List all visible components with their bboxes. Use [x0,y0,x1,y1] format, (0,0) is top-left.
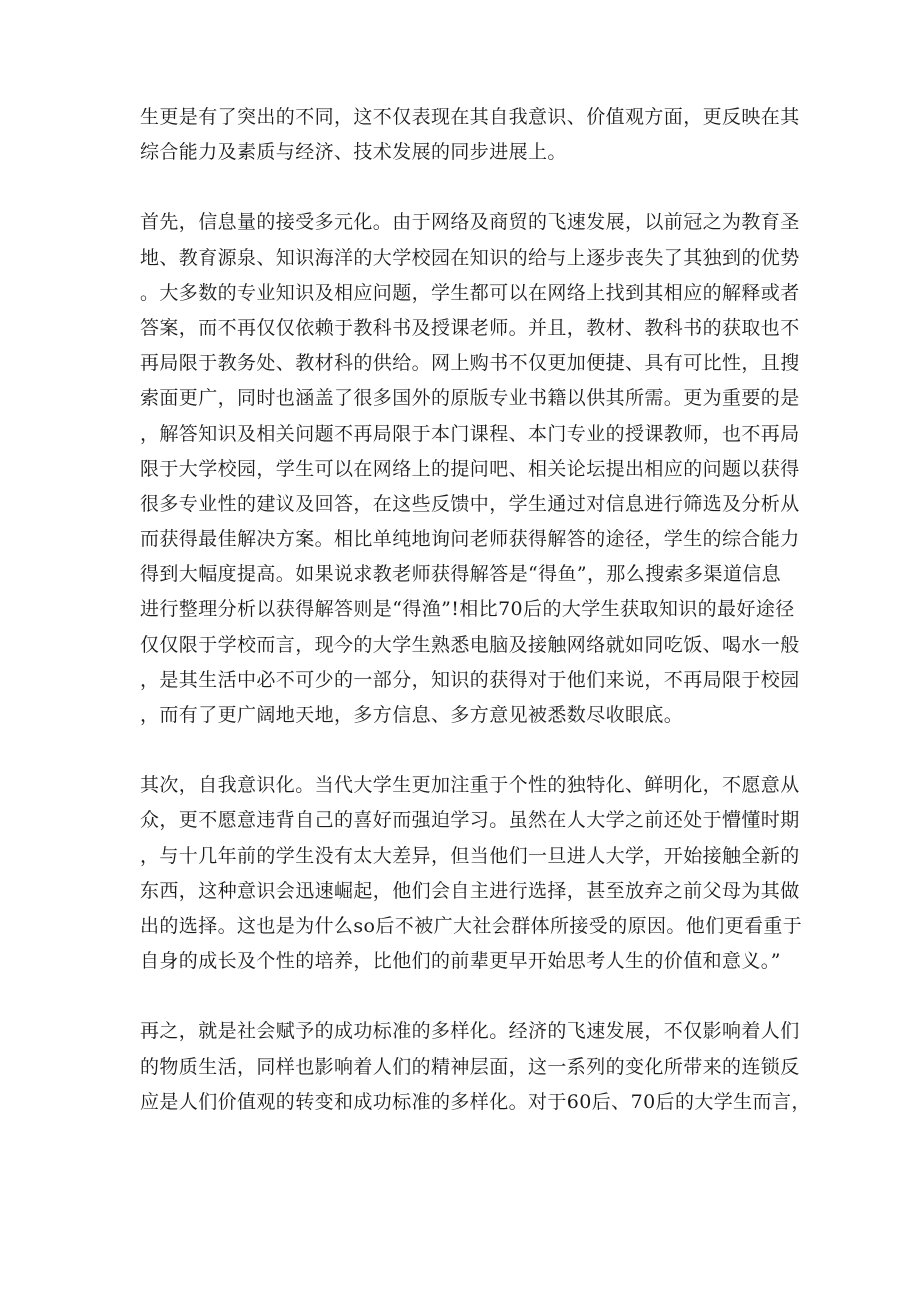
text-line: 很多专业性的建议及回答，在这些反馈中，学生通过对信息进行筛选及分析从 [140,492,800,515]
text-line: ，而有了更广阔地天地，多方信息、多方意见被悉数尽收眼底。 [140,704,684,726]
text-line: 索面更广，同时也涵盖了很多国外的原版专业书籍以供其所需。更为重要的是 [140,387,800,410]
paragraph-4 [140,1014,811,1120]
text-line: 。大多数的专业知识及相应问题，学生都可以在网络上找到其相应的解释或者 [140,281,800,304]
paragraph-1 [140,100,800,170]
text-line: 自身的成长及个性的培养，比他们的前辈更早开始思考人生的价值和意义。” [140,950,781,973]
text-line: 限于大学校园，学生可以在网络上的提问吧、相关论坛提出相应的问题以获得 [140,457,800,480]
paragraph-spacer [140,733,785,768]
text-line: 答案，而不再仅仅依赖于教科书及授课老师。并且，教材、教科书的获取也不 [140,316,800,339]
text-line: 再之，就是社会赋予的成功标准的多样化。经济的飞速发展，不仅影响着人们 [140,1020,800,1043]
text-line: ，解答知识及相关问题不再局限于本门课程、本门专业的授课教师，也不再局 [140,422,800,445]
text-line: 得到大幅度提高。如果说求教老师获得解答是“得鱼”，那么搜索多渠道信息 [140,563,782,586]
paragraph-spacer [140,979,785,1014]
text-line: 生更是有了突出的不同，这不仅表现在其自我意识、价值观方面，更反映在其 [140,106,800,128]
text-line: 而获得最佳解决方案。相比单纯地询问老师获得解答的途径，学生的综合能力 [140,528,800,551]
text-line: ，是其生活中必不可少的一部分，知识的获得对于他们来说，不再局限于校园 [140,668,800,691]
paragraph-3 [140,768,803,979]
text-line: 首先，信息量的接受多元化。由于网络及商贸的飞速发展，以前冠之为教育圣 [140,211,800,234]
text-line: 众，更不愿意违背自己的喜好而强迫学习。虽然在人大学之前还处于懵懂时期 [140,809,800,832]
text-line: 应是人们价值观的转变和成功标准的多样化。对于60后、70后的大学生而言， [140,1090,811,1113]
text-line: 地、教育源泉、知识海洋的大学校园在知识的给与上逐步丧失了其独到的优势 [140,246,800,269]
paragraph-spacer [140,170,785,205]
text-line: 的物质生活，同样也影响着人们的精神层面，这一系列的变化所带来的连锁反 [140,1055,800,1078]
text-line: 综合能力及素质与经济、技术发展的同步进展上。 [140,141,567,164]
text-line: 出的选择。这也是为什么so后不被广大社会群体所接受的原因。他们更看重于 [140,914,803,937]
text-line: 进行整理分析以获得解答则是“得渔”!相比70后的大学生获取知识的最好途径 [140,598,795,621]
paragraph-2 [140,205,800,733]
text-line: 东西，这种意识会迅速崛起，他们会自主进行选择，甚至放弃之前父母为其做 [140,879,800,902]
text-line: 其次，自我意识化。当代大学生更加注重于个性的独特化、鲜明化，不愿意从 [140,774,800,797]
text-line: ，与十几年前的学生没有太大差异，但当他们一旦进人大学，开始接触全新的 [140,844,800,867]
text-line: 再局限于教务处、教材科的供给。网上购书不仅更加便捷、具有可比性，且搜 [140,352,800,375]
document-body [140,100,811,1120]
text-line: 仅仅限于学校而言，现今的大学生熟悉电脑及接触网络就如同吃饭、喝水一般 [140,633,800,656]
